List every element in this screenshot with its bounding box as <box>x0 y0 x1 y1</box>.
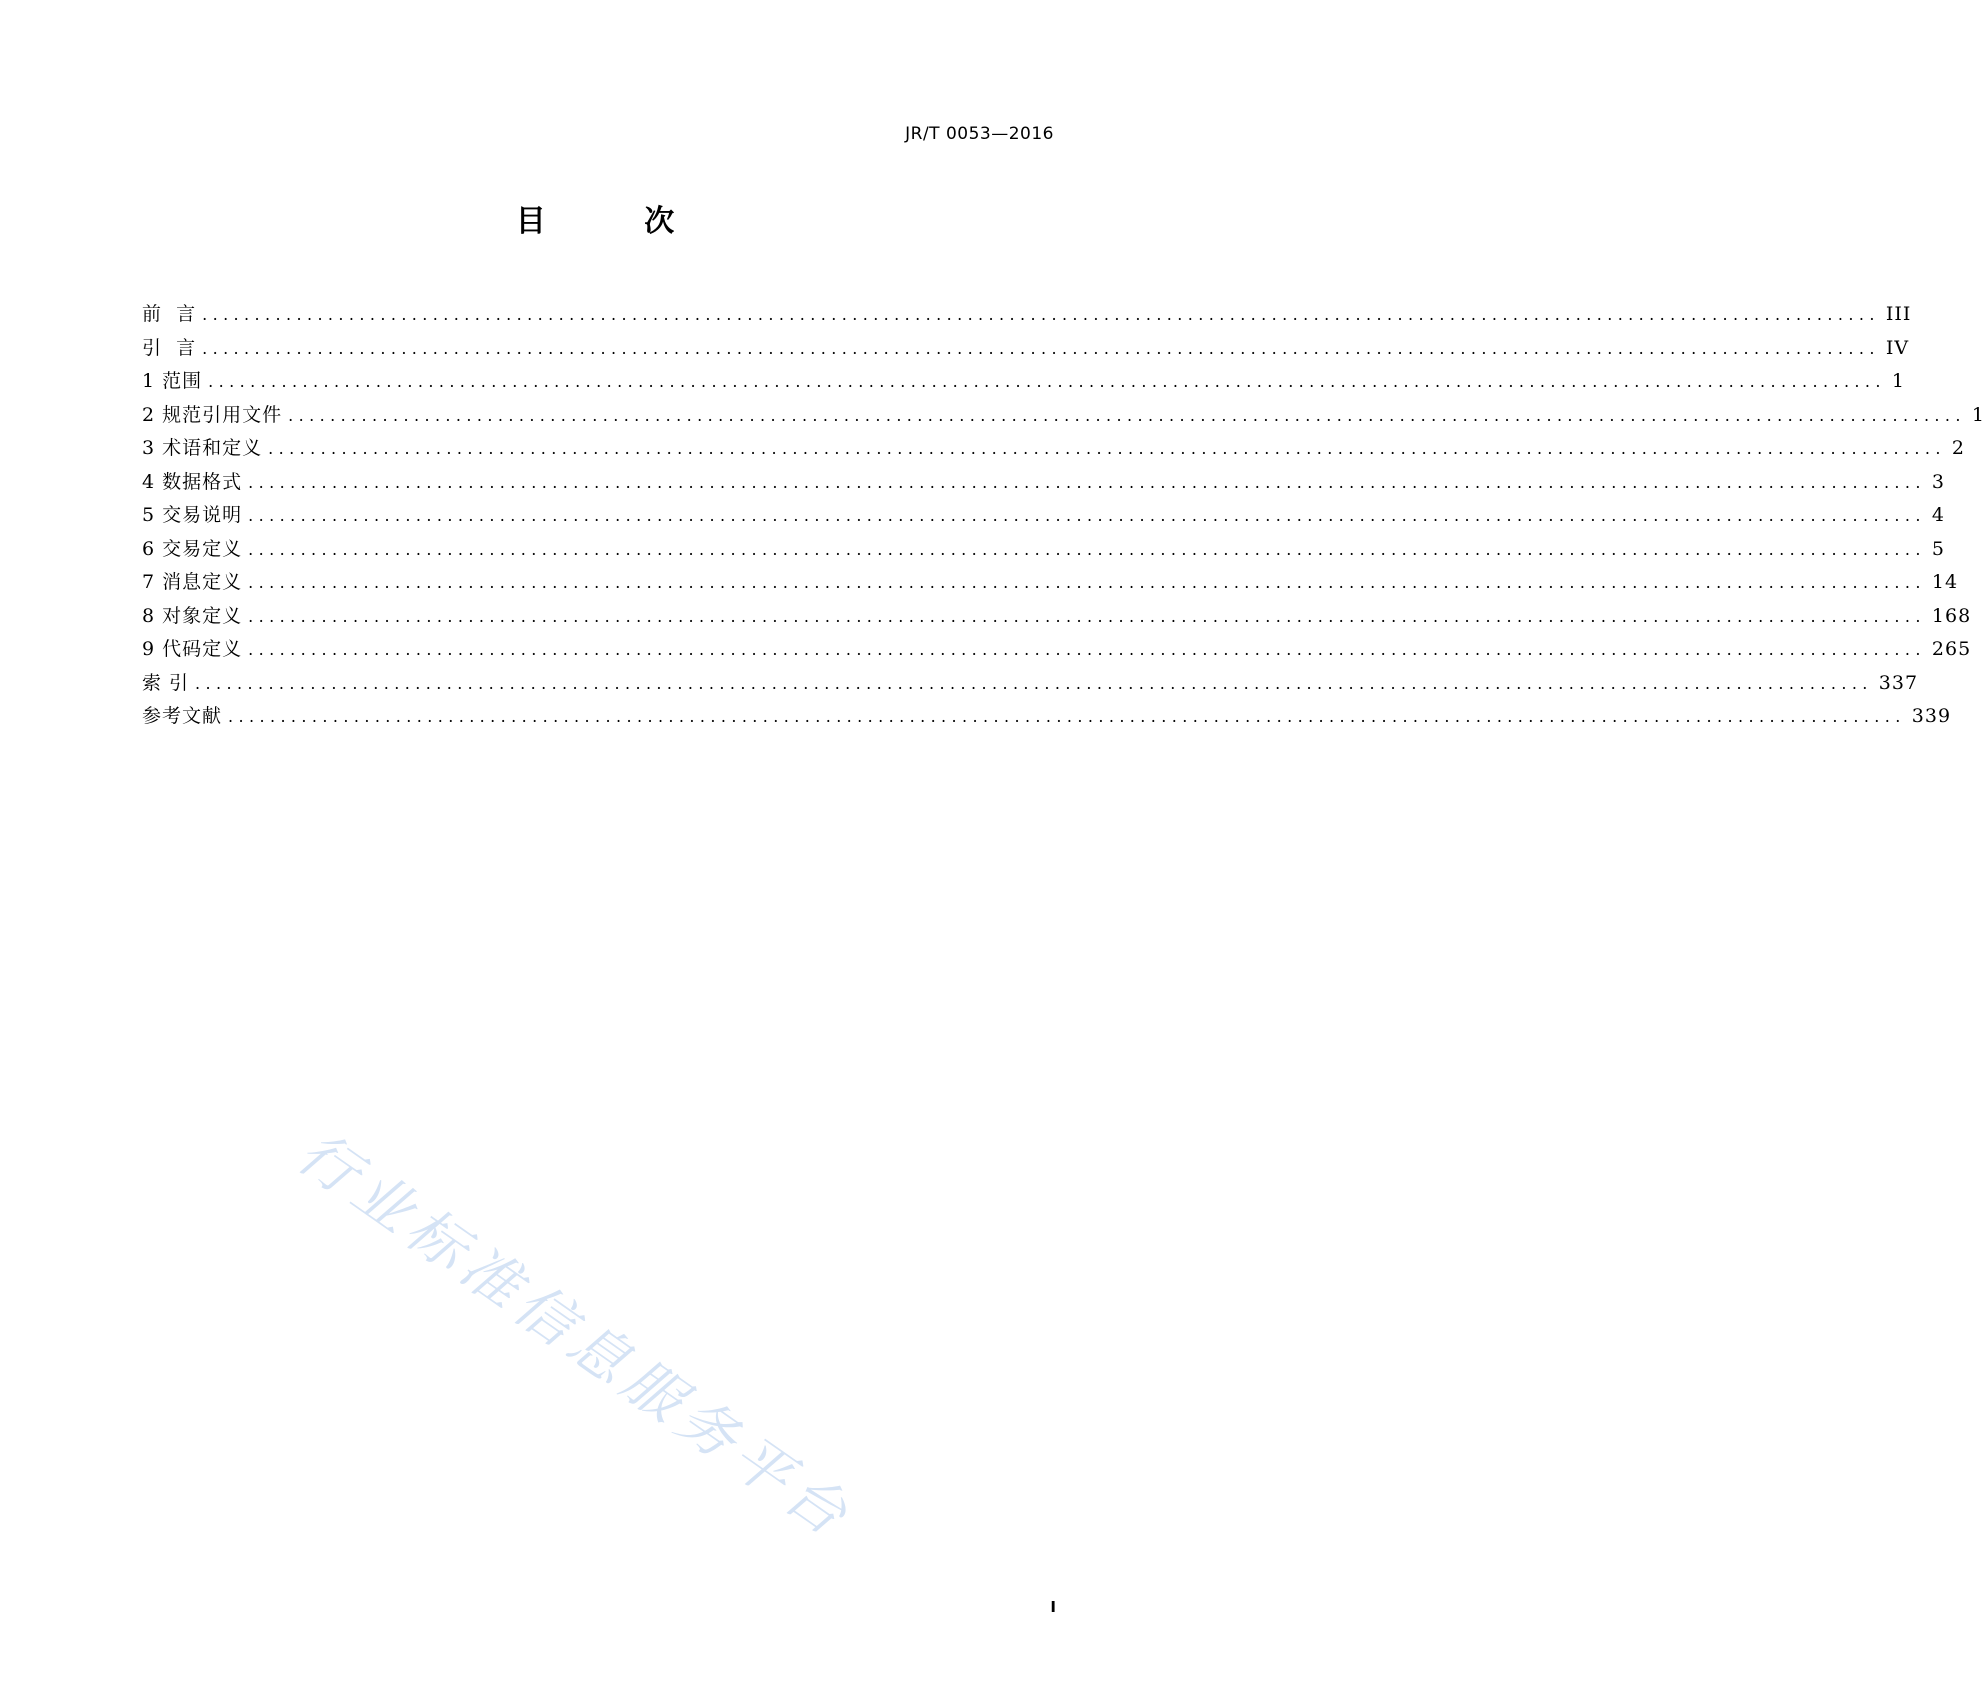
toc-dot-leader: ................................................................................................................................................................ <box>248 539 1926 559</box>
toc-entry-page: 3 <box>1931 470 1945 493</box>
toc-entry-terms-definitions[interactable] <box>142 432 1965 466</box>
toc-entry-page: 5 <box>1931 537 1945 560</box>
toc-entry-label: 前 言 <box>142 303 197 325</box>
toc-entry-label: 9 代码定义 <box>142 638 243 660</box>
toc-dot-leader: ................................................................................................................................................................ <box>248 606 1926 626</box>
toc-entry-label: 引 言 <box>142 336 197 359</box>
toc-entry-transaction-definition[interactable] <box>142 533 1945 567</box>
toc-entry-transaction-description[interactable] <box>142 499 1945 533</box>
watermark: 行业标准信息服务平台 <box>285 1118 866 1553</box>
toc-dot-leader: ................................................................................................................................................................ <box>228 707 1906 726</box>
toc-dot-leader: ................................................................................................................................................................ <box>248 506 1926 525</box>
page-number: I <box>1050 1598 1056 1616</box>
toc-dot-leader: ................................................................................................................................................................ <box>248 573 1926 592</box>
toc-entry-page: 337 <box>1878 671 1919 694</box>
toc-dot-leader: ................................................................................................................................................................ <box>202 338 1880 358</box>
toc-entry-normative-references[interactable] <box>142 399 1985 433</box>
toc-entry-label: 8 对象定义 <box>142 604 243 627</box>
toc-dot-leader: ................................................................................................................................................................ <box>248 640 1926 659</box>
toc-dot-leader: ................................................................................................................................................................ <box>248 472 1926 492</box>
toc-entry-page: 14 <box>1931 571 1959 593</box>
toc-entry-page: 1 <box>1971 403 1985 426</box>
toc-entry-page: 2 <box>1951 437 1965 459</box>
toc-dot-leader: ................................................................................................................................................................ <box>208 372 1886 391</box>
toc-entry-page: 265 <box>1931 638 1972 660</box>
toc-entry-label: 3 术语和定义 <box>142 437 263 459</box>
table-of-contents <box>142 298 1985 734</box>
toc-dot-leader: ................................................................................................................................................................ <box>268 439 1946 458</box>
toc-entry-label: 4 数据格式 <box>142 470 243 493</box>
toc-entry-page: 1 <box>1891 370 1905 392</box>
toc-entry-data-format[interactable] <box>142 466 1945 500</box>
toc-entry-page: 168 <box>1931 604 1972 627</box>
toc-entry-label: 7 消息定义 <box>142 571 243 593</box>
toc-dot-leader: ................................................................................................................................................................ <box>202 305 1880 324</box>
toc-entry-page: III <box>1885 303 1912 325</box>
toc-entry-label: 6 交易定义 <box>142 537 243 560</box>
toc-entry-code-definition[interactable] <box>142 633 1972 667</box>
toc-entry-label: 1 范围 <box>142 370 203 392</box>
toc-entry-foreword[interactable] <box>142 298 1912 332</box>
toc-entry-label: 索 引 <box>142 671 190 694</box>
toc-entry-label: 2 规范引用文件 <box>142 403 283 426</box>
toc-entry-label: 5 交易说明 <box>142 504 243 526</box>
toc-entry-introduction[interactable] <box>142 332 1910 366</box>
toc-entry-bibliography[interactable] <box>142 700 1952 734</box>
toc-entry-label: 参考文献 <box>142 705 223 727</box>
toc-entry-scope[interactable] <box>142 365 1905 399</box>
standard-code: JR/T 0053—2016 <box>905 124 1054 144</box>
toc-entry-message-definition[interactable] <box>142 566 1959 600</box>
toc-dot-leader: ................................................................................................................................................................ <box>288 405 1966 425</box>
page-title: 目 次 <box>515 204 719 239</box>
toc-entry-index[interactable] <box>142 667 1919 701</box>
toc-entry-object-definition[interactable] <box>142 600 1972 634</box>
toc-entry-page: IV <box>1885 336 1910 359</box>
toc-entry-page: 339 <box>1911 705 1952 727</box>
toc-dot-leader: ................................................................................................................................................................ <box>195 673 1873 693</box>
toc-entry-page: 4 <box>1931 504 1945 526</box>
